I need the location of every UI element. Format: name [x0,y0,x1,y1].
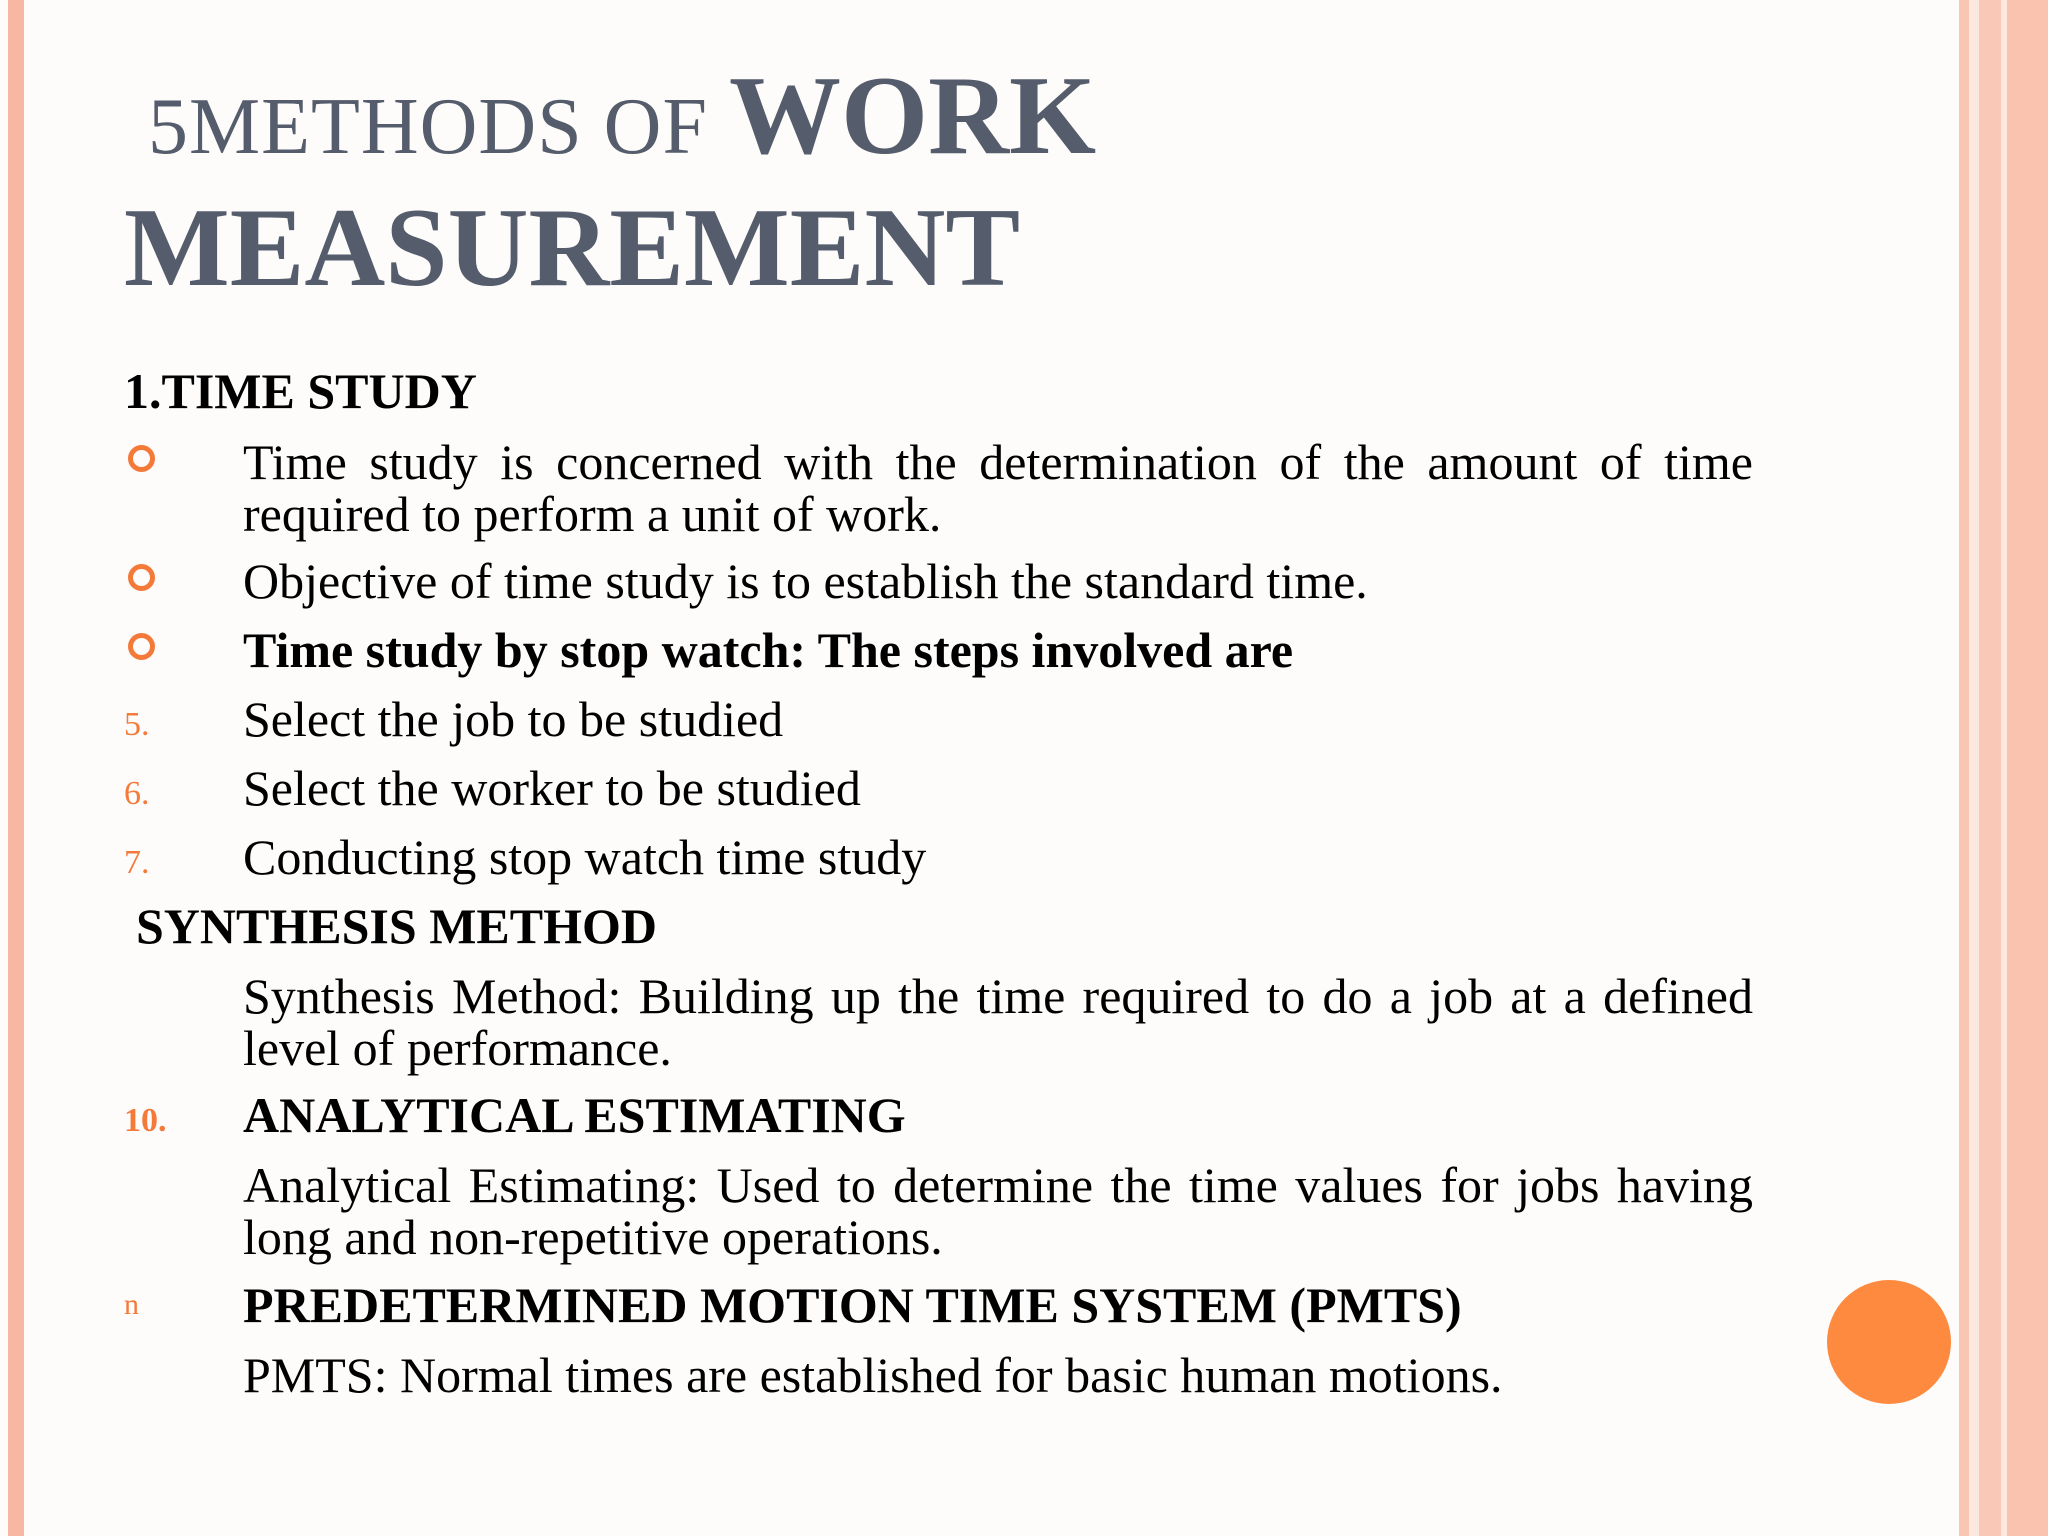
bullet-text: Time study is concerned with the determination of the amount of time required to perform a unit of work. [243,434,1753,542]
step-number: 5. [124,706,150,743]
section-number: 10. [124,1102,167,1139]
step-text: Select the job to be studied [243,691,784,747]
right-border-stripe [1969,0,1979,1536]
pmts-body: PMTS: Normal times are established for basic human motions. [243,1347,1503,1403]
right-border-stripe [2007,0,2048,1536]
bullet-ring-icon [128,564,155,591]
bullet-text-bold: Time study by stop watch: The steps involved are [243,622,1294,678]
heading-time-study: 1.TIME STUDY [124,363,477,419]
section-marker: n [124,1288,139,1321]
heading-analytical-estimating: ANALYTICAL ESTIMATING [243,1087,906,1143]
bullet-ring-icon [128,633,155,660]
title-emphasis: WORK [728,54,1097,178]
heading-pmts: PREDETERMINED MOTION TIME SYSTEM (PMTS) [243,1277,1462,1333]
step-number: 7. [124,844,150,881]
right-border-stripe [1959,0,1969,1536]
synthesis-body: Synthesis Method: Building up the time required to do a job at a defined level of performance. [243,968,1753,1076]
right-border-stripe [1979,0,2001,1536]
title-line-2: MEASUREMENT [124,186,1021,310]
heading-synthesis-method: SYNTHESIS METHOD [136,898,657,954]
step-number: 6. [124,775,150,812]
title-prefix: 5METHODS OF [148,83,729,171]
bullet-ring-icon [128,445,155,472]
step-text: Select the worker to be studied [243,760,861,816]
bullet-text: Objective of time study is to establish the standard time. [243,553,1368,609]
decorative-orange-circle [1827,1280,1951,1404]
left-border-stripe [8,0,24,1536]
step-text: Conducting stop watch time study [243,829,927,885]
analytical-body: Analytical Estimating: Used to determine the time values for jobs having long and non-repetitive operations. [243,1157,1753,1265]
title-line-1 [148,54,1097,178]
